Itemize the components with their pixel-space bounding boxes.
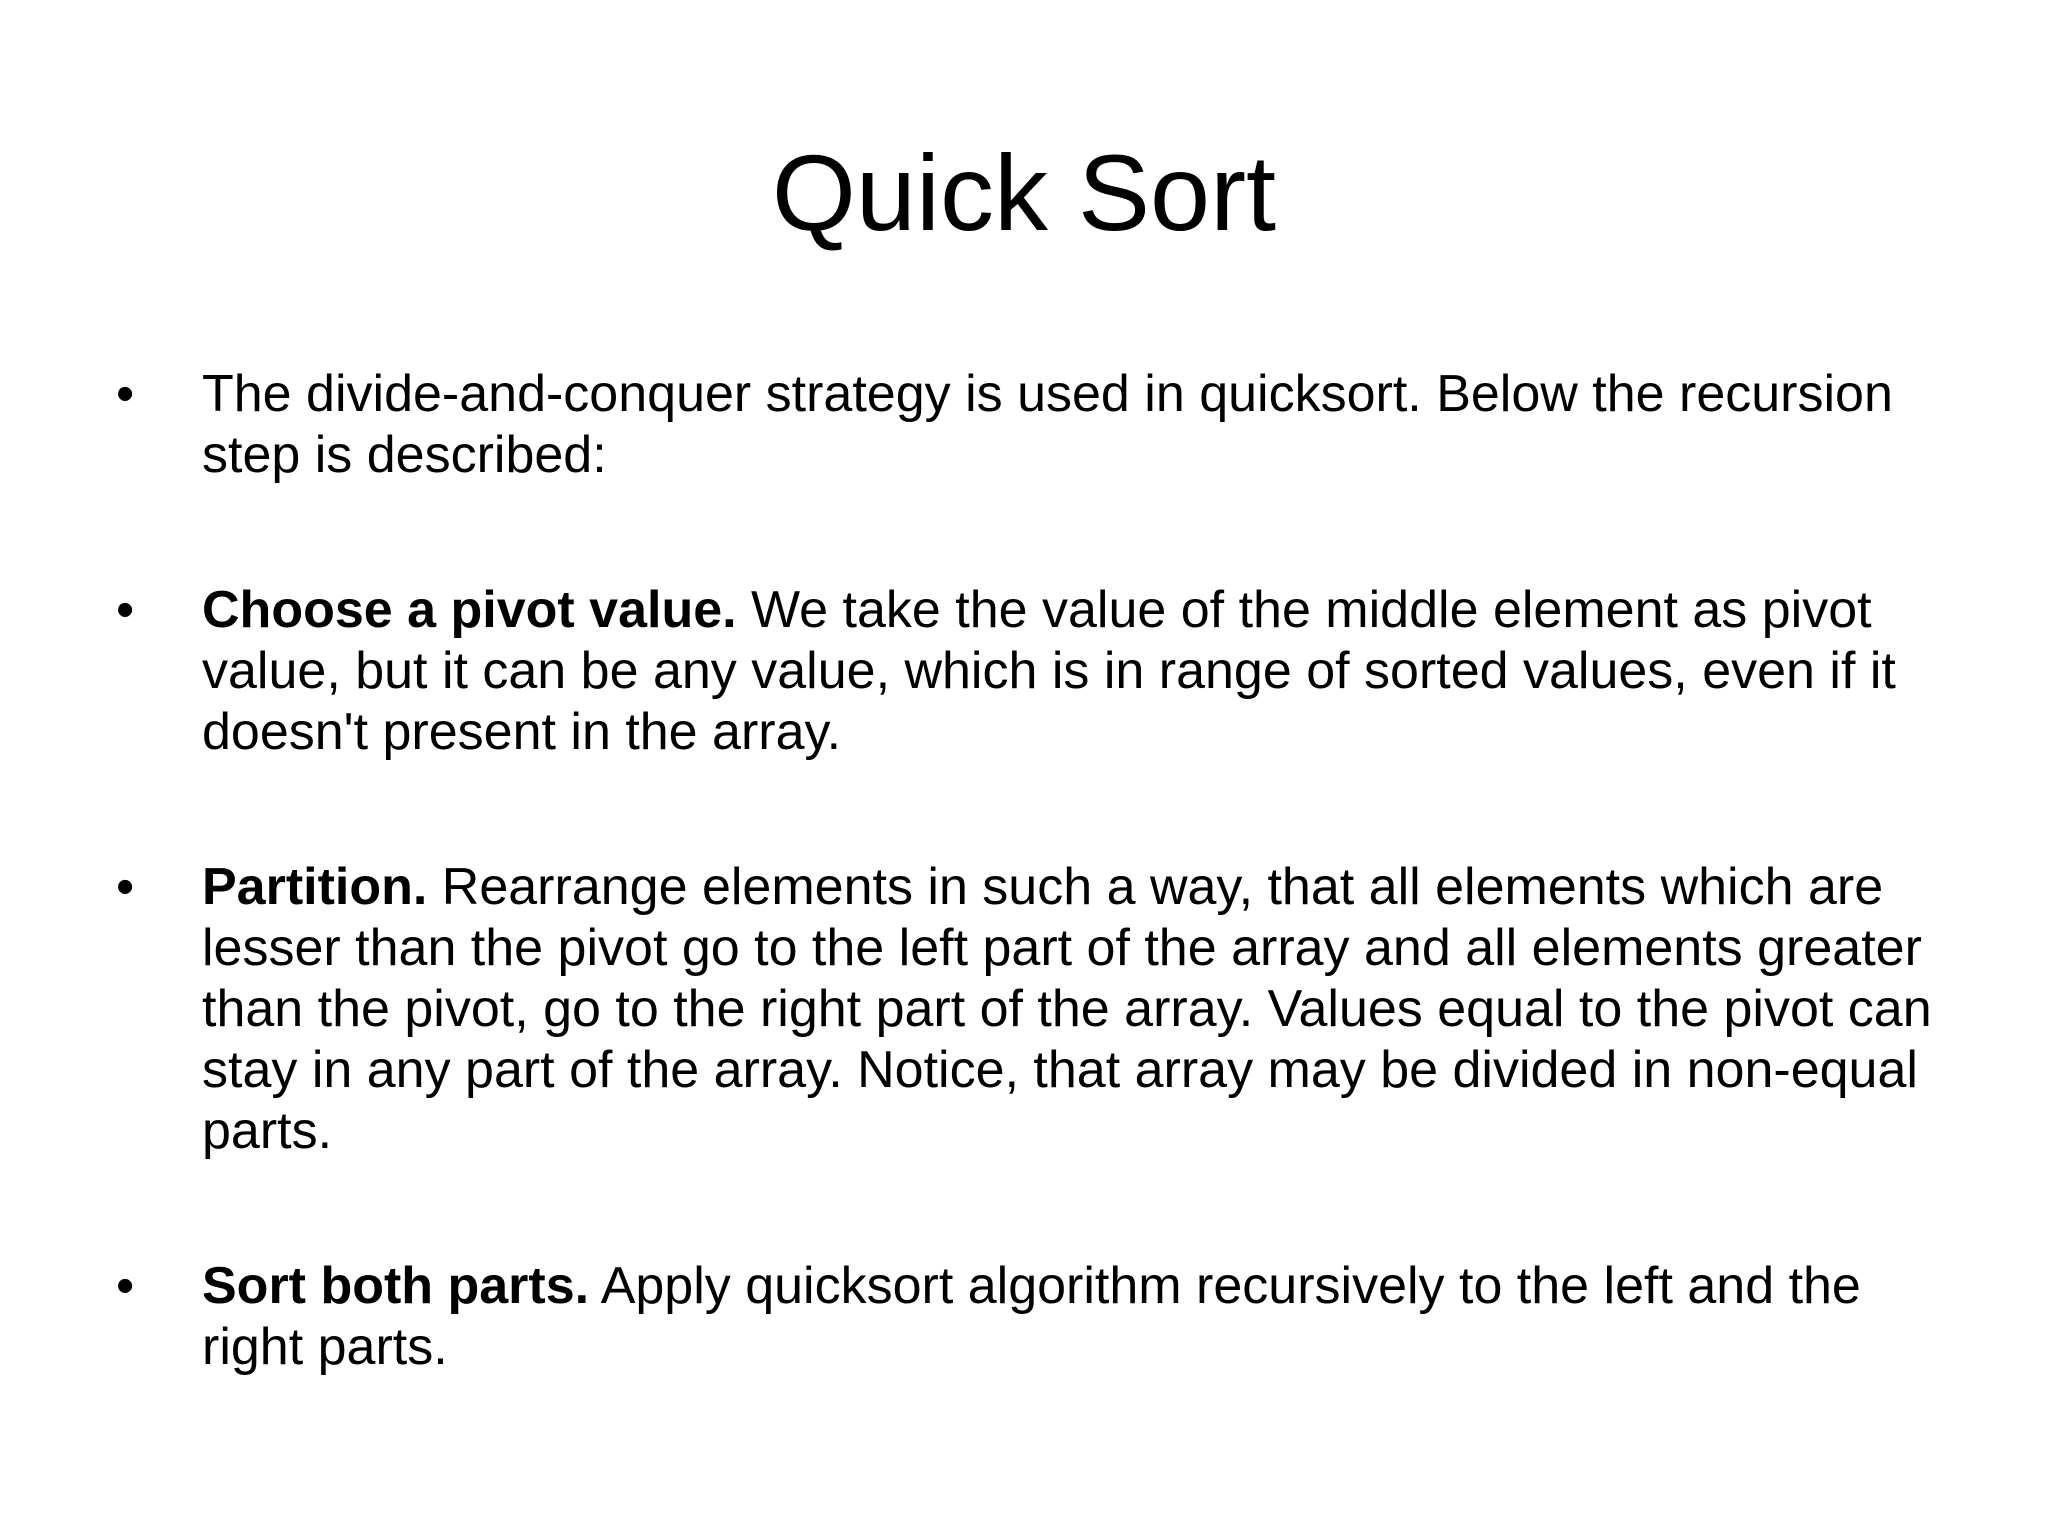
- bullet-dot-icon: •: [116, 365, 135, 423]
- bullet-list: [116, 364, 1946, 1472]
- bullet-dot-icon: •: [116, 1257, 135, 1315]
- bullet-dot-icon: •: [116, 858, 135, 916]
- bullet-dot-icon: •: [116, 581, 135, 639]
- bullet-text: We take the value of the middle element as pivot value, but it can be any value, which is in range of sorted values, even if it doesn't present in the array.: [202, 581, 1896, 761]
- bullet-item-sort-both-parts: [116, 1256, 1946, 1378]
- bullet-lead: Partition.: [202, 858, 428, 916]
- bullet-text: Rearrange elements in such a way, that all elements which are lesser than the pivot go to the left part of the array and all elements greater than the pivot, go to the right part of the array. Values equal to the pivot can stay in any part of the array. Notice, that array may be divided in non-equal parts.: [202, 858, 1932, 1160]
- bullet-text: Apply quicksort algorithm recursively to the left and the right parts.: [202, 1257, 1861, 1376]
- slide-title: Quick Sort: [771, 132, 1277, 253]
- bullet-lead: Sort both parts.: [202, 1257, 590, 1315]
- bullet-item-intro: [116, 364, 1946, 486]
- bullet-item-choose-pivot: [116, 580, 1946, 763]
- bullet-lead: Choose a pivot value.: [202, 581, 737, 639]
- bullet-text: The divide-and-conquer strategy is used in quicksort. Below the recursion step is described:: [202, 365, 1893, 484]
- bullet-item-partition: [116, 857, 1946, 1162]
